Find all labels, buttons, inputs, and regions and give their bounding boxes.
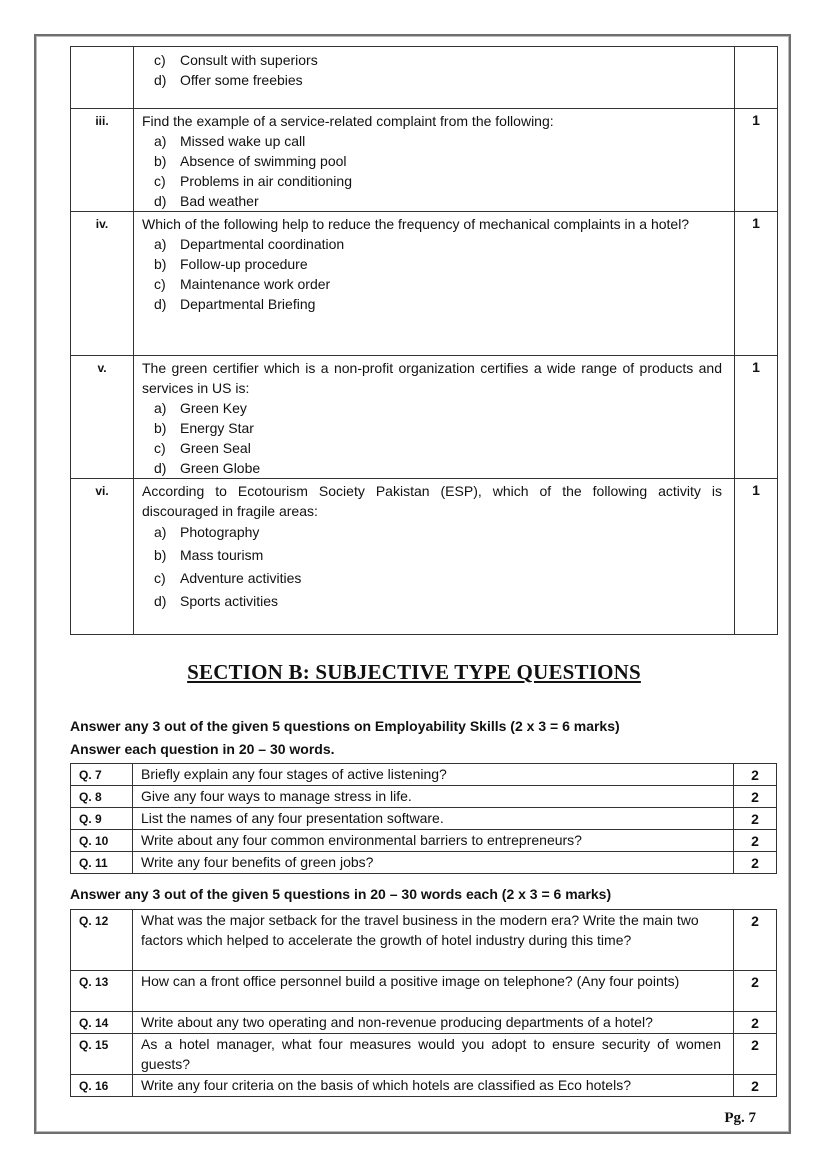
marks: 1 — [735, 212, 778, 356]
question-text: Briefly explain any four stages of active listening? — [133, 764, 734, 786]
table-row — [71, 830, 777, 852]
question-number: Q. 10 — [71, 830, 133, 852]
instruction-employability: Answer any 3 out of the given 5 questions on Employability Skills (2 x 3 = 6 marks) — [70, 718, 620, 734]
marks: 1 — [735, 479, 778, 635]
question-number: Q. 7 — [71, 764, 133, 786]
question-number: Q. 11 — [71, 852, 133, 874]
mcq-row — [71, 356, 778, 479]
mcq-row — [71, 212, 778, 356]
question-text: Give any four ways to manage stress in life. — [133, 786, 734, 808]
instruction-subject: Answer any 3 out of the given 5 questions in 20 – 30 words each (2 x 3 = 6 marks) — [70, 886, 612, 902]
marks: 2 — [734, 910, 777, 971]
marks: 2 — [734, 852, 777, 874]
instruction-word-limit: Answer each question in 20 – 30 words. — [70, 741, 335, 757]
table-row — [71, 1012, 777, 1034]
option: d) Sports activities — [154, 593, 279, 609]
option: d) Departmental Briefing — [154, 296, 316, 312]
table-row — [71, 971, 777, 1012]
question-number: Q. 8 — [71, 786, 133, 808]
section-title: SECTION B: SUBJECTIVE TYPE QUESTIONS — [187, 660, 641, 684]
table-row — [71, 764, 777, 786]
question-text: Write any four benefits of green jobs? — [133, 852, 734, 874]
question-text: List the names of any four presentation software. — [133, 808, 734, 830]
option: d) Offer some freebies — [154, 72, 303, 88]
mcq-table — [70, 46, 778, 635]
question-text: Write about any four common environmental barriers to entrepreneurs? — [133, 830, 734, 852]
option: a) Green Key — [154, 400, 247, 416]
question-stem: Which of the following help to reduce the frequency of mechanical complaints in a hotel? — [142, 216, 690, 232]
question-number: vi. — [71, 479, 134, 635]
employability-table — [70, 763, 777, 874]
question-number: Q. 13 — [71, 971, 133, 1012]
question-number: v. — [71, 356, 134, 479]
marks: 2 — [734, 1012, 777, 1034]
option: d) Green Globe — [154, 460, 261, 476]
option: a) Missed wake up call — [154, 133, 306, 149]
question-number — [71, 47, 134, 109]
options-list — [142, 234, 722, 314]
question-text: How can a front office personnel build a positive image on telephone? (Any four points) — [133, 971, 734, 1012]
subject-table — [70, 909, 777, 1097]
option: a) Photography — [154, 524, 260, 540]
option: b) Absence of swimming pool — [154, 153, 347, 169]
marks: 2 — [734, 808, 777, 830]
option: a) Departmental coordination — [154, 236, 345, 252]
mcq-row — [71, 479, 778, 635]
option: b) Follow-up procedure — [154, 256, 308, 272]
question-number: Q. 14 — [71, 1012, 133, 1034]
question-text: Write about any two operating and non-revenue producing departments of a hotel? — [133, 1012, 734, 1034]
question-number: Q. 16 — [71, 1075, 133, 1097]
marks: 2 — [734, 786, 777, 808]
marks: 1 — [735, 109, 778, 212]
marks: 2 — [734, 764, 777, 786]
options-list — [142, 521, 722, 613]
mcq-row — [71, 109, 778, 212]
question-number: Q. 12 — [71, 910, 133, 971]
question-number: iv. — [71, 212, 134, 356]
marks — [735, 47, 778, 109]
mcq-row — [71, 47, 778, 109]
table-row — [71, 1034, 777, 1075]
option: b) Energy Star — [154, 420, 254, 436]
option: c) Consult with superiors — [154, 52, 318, 68]
options-list — [142, 50, 722, 90]
option: d) Bad weather — [154, 193, 259, 209]
question-text: Write any four criteria on the basis of which hotels are classified as Eco hotels? — [133, 1075, 734, 1097]
marks: 2 — [734, 971, 777, 1012]
page-number: Pg. 7 — [724, 1110, 756, 1126]
question-number: Q. 9 — [71, 808, 133, 830]
options-list — [142, 131, 722, 211]
question-text: As a hotel manager, what four measures would you adopt to ensure security of women guests? — [133, 1034, 734, 1075]
option: c) Green Seal — [154, 440, 251, 456]
question-number: Q. 15 — [71, 1034, 133, 1075]
question-stem: The green certifier which is a non-profit organization certifies a wide range of products and services in US is: — [142, 360, 722, 396]
table-row — [71, 808, 777, 830]
question-stem: According to Ecotourism Society Pakistan (ESP), which of the following activity is discouraged in fragile areas: — [142, 483, 722, 519]
option: b) Mass tourism — [154, 547, 264, 563]
marks: 2 — [734, 830, 777, 852]
marks: 2 — [734, 1034, 777, 1075]
table-row — [71, 852, 777, 874]
table-row — [71, 786, 777, 808]
option: c) Adventure activities — [154, 570, 302, 586]
marks: 2 — [734, 1075, 777, 1097]
options-list — [142, 398, 722, 478]
table-row — [71, 910, 777, 971]
question-stem: Find the example of a service-related complaint from the following: — [142, 113, 554, 129]
question-text: What was the major setback for the travel business in the modern era? Write the main two factors which helped to accelerate the growth of hotel industry during this time? — [133, 910, 734, 971]
table-row — [71, 1075, 777, 1097]
question-number: iii. — [71, 109, 134, 212]
marks: 1 — [735, 356, 778, 479]
option: c) Maintenance work order — [154, 276, 331, 292]
option: c) Problems in air conditioning — [154, 173, 352, 189]
